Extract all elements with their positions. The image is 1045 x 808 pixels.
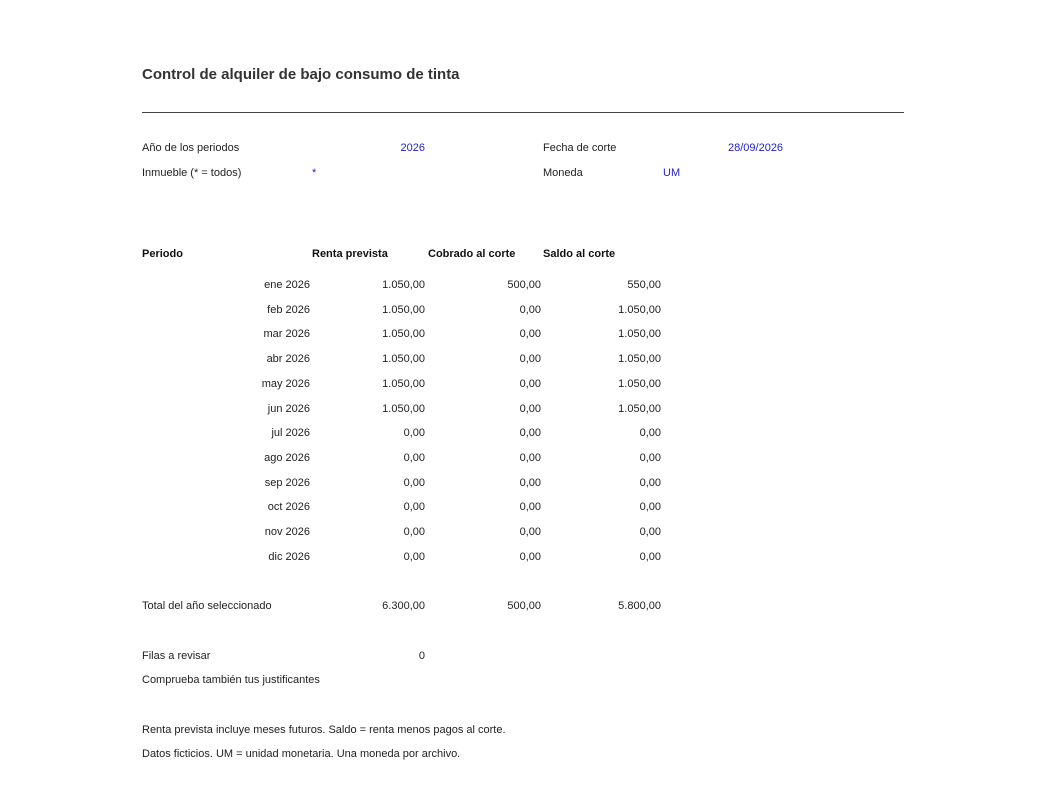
- row-collected: 0,00: [519, 403, 541, 415]
- row-period: may 2026: [261, 378, 310, 390]
- total-expected: 6.300,00: [382, 600, 425, 612]
- row-expected-rent: 0,00: [403, 526, 425, 538]
- row-collected: 0,00: [519, 526, 541, 538]
- row-balance: 1.050,00: [618, 328, 661, 340]
- currency-value[interactable]: UM: [663, 167, 681, 179]
- row-balance: 0,00: [639, 501, 661, 513]
- row-collected: 0,00: [519, 551, 541, 563]
- row-period: abr 2026: [266, 353, 310, 365]
- row-collected: 0,00: [519, 477, 541, 489]
- cutoff-date-value[interactable]: 28/09/2026: [728, 142, 784, 154]
- row-collected: 0,00: [519, 304, 541, 316]
- page-title: Control de alquiler de bajo consumo de tinta: [142, 66, 460, 83]
- row-period: ene 2026: [264, 279, 310, 291]
- row-balance: 550,00: [627, 279, 661, 291]
- row-balance: 0,00: [639, 427, 661, 439]
- header-period: Periodo: [142, 248, 183, 260]
- cutoff-date-label: Fecha de corte: [543, 142, 617, 154]
- row-expected-rent: 1.050,00: [382, 378, 425, 390]
- row-period: sep 2026: [264, 477, 310, 489]
- row-period: nov 2026: [264, 526, 310, 538]
- header-collected: Cobrado al corte: [428, 248, 516, 260]
- row-expected-rent: 0,00: [403, 551, 425, 563]
- footnote: Renta prevista incluye meses futuros. Saldo = renta menos pagos al corte.: [142, 724, 506, 736]
- title-divider: [142, 112, 904, 113]
- row-balance: 0,00: [639, 452, 661, 464]
- row-expected-rent: 0,00: [403, 477, 425, 489]
- row-balance: 1.050,00: [618, 353, 661, 365]
- row-expected-rent: 1.050,00: [382, 403, 425, 415]
- row-balance: 1.050,00: [618, 304, 661, 316]
- row-period: ago 2026: [264, 452, 310, 464]
- row-period: jun 2026: [267, 403, 310, 415]
- row-balance: 1.050,00: [618, 378, 661, 390]
- row-period: oct 2026: [267, 501, 310, 513]
- row-collected: 0,00: [519, 501, 541, 513]
- row-collected: 0,00: [519, 353, 541, 365]
- year-value[interactable]: 2026: [400, 142, 425, 154]
- property-label: Inmueble (* = todos): [142, 167, 242, 179]
- row-expected-rent: 1.050,00: [382, 353, 425, 365]
- currency-label: Moneda: [543, 167, 583, 179]
- header-balance: Saldo al corte: [543, 248, 616, 260]
- header-expected-rent: Renta prevista: [312, 248, 388, 260]
- row-period: feb 2026: [267, 304, 310, 316]
- review-count: 0: [418, 650, 425, 662]
- total-balance: 5.800,00: [618, 600, 661, 612]
- property-value[interactable]: *: [312, 167, 317, 179]
- row-balance: 0,00: [639, 477, 661, 489]
- row-expected-rent: 0,00: [403, 427, 425, 439]
- row-collected: 0,00: [519, 427, 541, 439]
- footnote: Datos ficticios. UM = unidad monetaria. Una moneda por archivo.: [142, 748, 461, 760]
- row-period: mar 2026: [263, 328, 310, 340]
- row-expected-rent: 0,00: [403, 452, 425, 464]
- row-balance: 0,00: [639, 526, 661, 538]
- row-expected-rent: 1.050,00: [382, 279, 425, 291]
- row-collected: 0,00: [519, 452, 541, 464]
- row-balance: 0,00: [639, 551, 661, 563]
- row-expected-rent: 0,00: [403, 501, 425, 513]
- row-period: dic 2026: [268, 551, 310, 563]
- row-period: jul 2026: [271, 427, 310, 439]
- review-label: Filas a revisar: [142, 650, 211, 662]
- total-collected: 500,00: [507, 600, 541, 612]
- row-collected: 500,00: [507, 279, 541, 291]
- row-expected-rent: 1.050,00: [382, 304, 425, 316]
- row-balance: 1.050,00: [618, 403, 661, 415]
- row-expected-rent: 1.050,00: [382, 328, 425, 340]
- total-label: Total del año seleccionado: [142, 600, 272, 612]
- review-note: Comprueba también tus justificantes: [142, 674, 320, 686]
- year-label: Año de los periodos: [142, 142, 240, 154]
- row-collected: 0,00: [519, 328, 541, 340]
- row-collected: 0,00: [519, 378, 541, 390]
